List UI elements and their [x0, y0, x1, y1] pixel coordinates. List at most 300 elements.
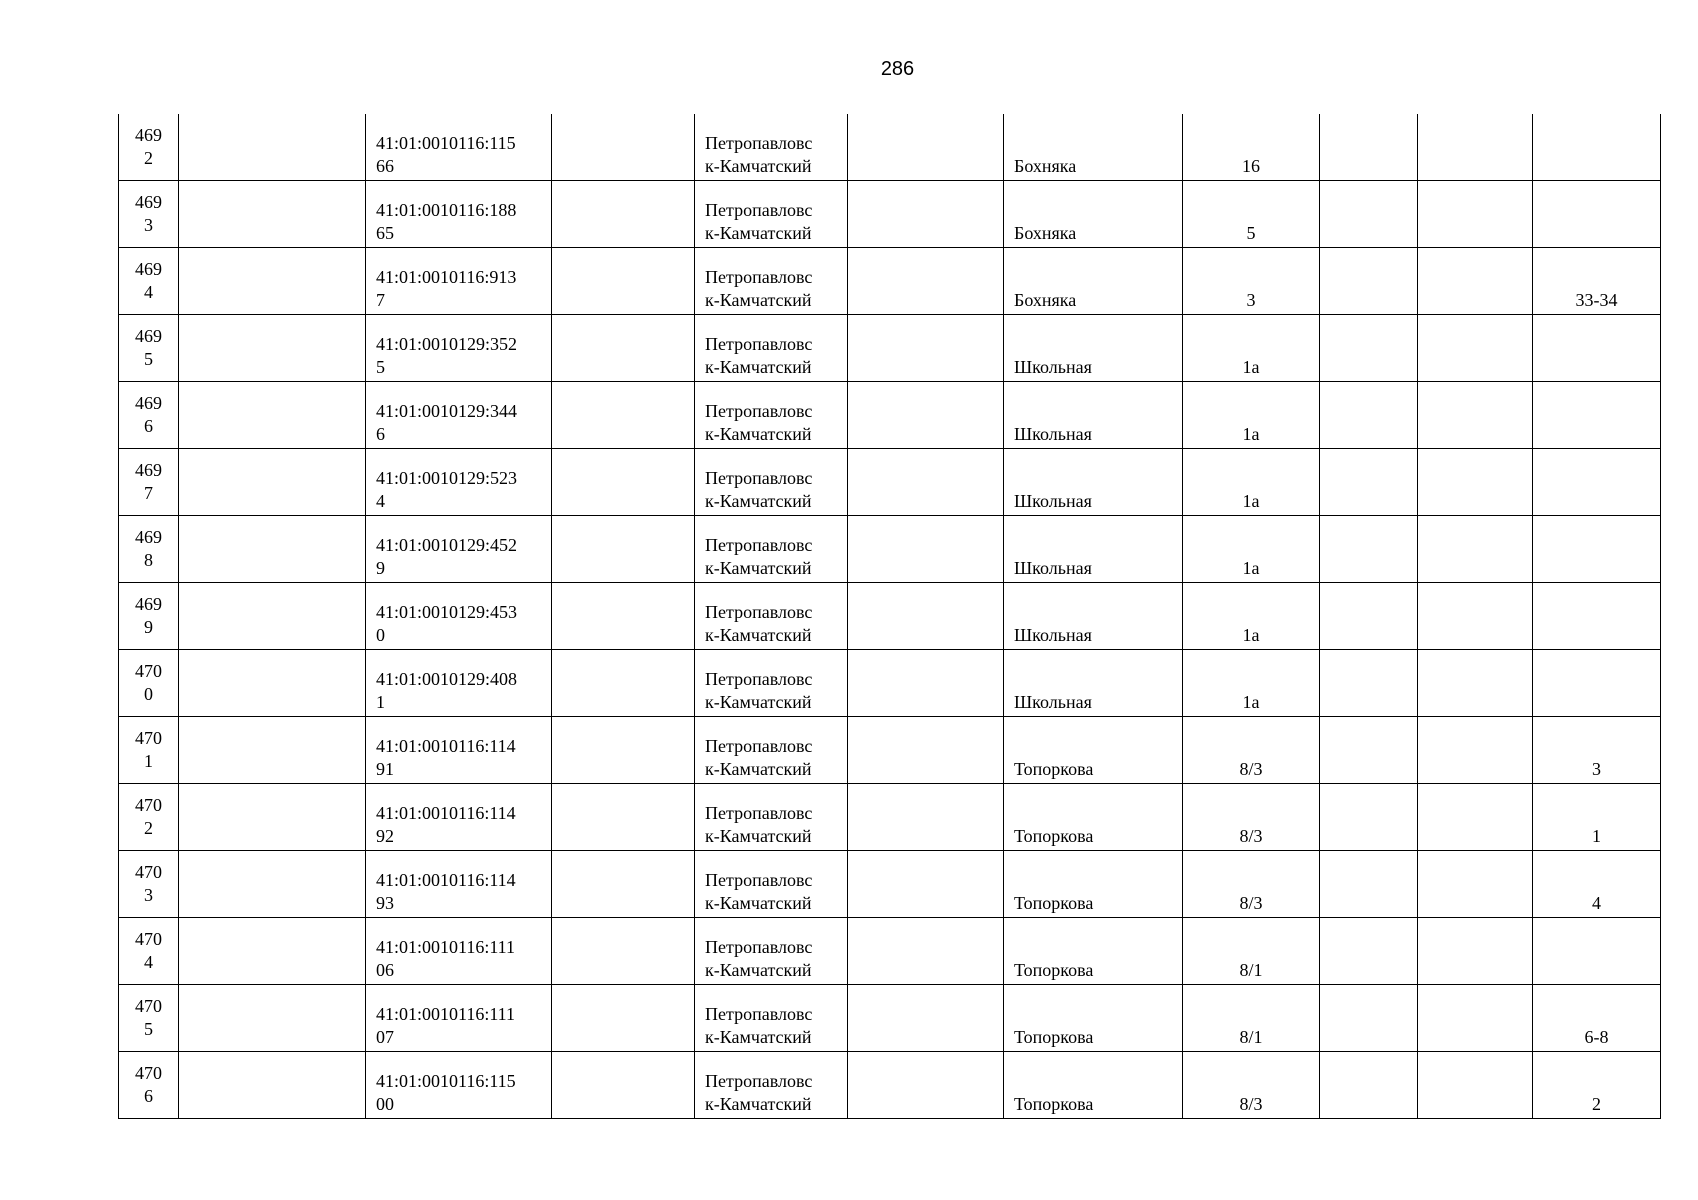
table-row	[119, 717, 1661, 784]
row-number-line-2: 8	[144, 550, 153, 570]
empty-cell	[552, 382, 695, 449]
empty-cell	[179, 248, 366, 315]
row-number-cell	[119, 583, 179, 650]
empty-cell	[848, 1052, 1004, 1119]
row-number-cell	[119, 650, 179, 717]
cadastral-number-line-2: 00	[376, 1094, 394, 1114]
city-cell	[695, 315, 848, 382]
cadastral-number-cell	[366, 717, 552, 784]
cadastral-number-line-1: 41:01:0010116:115	[376, 1071, 516, 1091]
row-number-line-2: 0	[144, 684, 153, 704]
empty-cell	[552, 650, 695, 717]
house-number: 3	[1246, 290, 1256, 310]
house-number: 16	[1242, 156, 1260, 176]
empty-cell	[1418, 382, 1533, 449]
empty-cell	[1320, 248, 1418, 315]
street-cell	[1004, 449, 1183, 516]
apartment-number: 1	[1592, 826, 1601, 846]
cadastral-number-line-2: 6	[376, 424, 385, 444]
apartment-cell	[1533, 851, 1661, 918]
row-number-line-1: 470	[135, 795, 162, 815]
table-row	[119, 985, 1661, 1052]
city-cell	[695, 248, 848, 315]
house-number: 1а	[1242, 692, 1260, 712]
row-number-line-2: 3	[144, 885, 153, 905]
street-name: Топоркова	[1014, 1094, 1094, 1114]
empty-cell	[179, 717, 366, 784]
city-line-2: к-Камчатский	[705, 357, 812, 377]
cadastral-number-line-1: 41:01:0010129:523	[376, 468, 518, 488]
empty-cell	[848, 315, 1004, 382]
empty-cell	[1320, 784, 1418, 851]
apartment-cell	[1533, 516, 1661, 583]
empty-cell	[179, 851, 366, 918]
street-name: Топоркова	[1014, 893, 1094, 913]
house-cell	[1183, 516, 1320, 583]
apartment-cell	[1533, 650, 1661, 717]
empty-cell	[848, 918, 1004, 985]
street-name: Топоркова	[1014, 1027, 1094, 1047]
row-number-line-2: 4	[144, 282, 153, 302]
house-cell	[1183, 248, 1320, 315]
empty-cell	[552, 1052, 695, 1119]
house-number: 8/1	[1239, 1027, 1263, 1047]
empty-cell	[848, 650, 1004, 717]
empty-cell	[848, 851, 1004, 918]
cadastral-number-line-1: 41:01:0010116:114	[376, 803, 516, 823]
city-line-1: Петропавловс	[705, 334, 813, 354]
house-cell	[1183, 918, 1320, 985]
empty-cell	[1418, 449, 1533, 516]
empty-cell	[848, 449, 1004, 516]
cadastral-number-line-1: 41:01:0010116:111	[376, 937, 515, 957]
apartment-cell	[1533, 583, 1661, 650]
city-line-1: Петропавловс	[705, 602, 813, 622]
row-number-line-2: 5	[144, 1019, 153, 1039]
cadastral-number-cell	[366, 851, 552, 918]
cadastral-number-cell	[366, 114, 552, 181]
empty-cell	[552, 315, 695, 382]
cadastral-number-line-1: 41:01:0010116:114	[376, 736, 516, 756]
row-number-cell	[119, 784, 179, 851]
cadastral-number-line-2: 9	[376, 558, 385, 578]
empty-cell	[1418, 717, 1533, 784]
house-number: 8/1	[1239, 960, 1263, 980]
empty-cell	[1320, 315, 1418, 382]
city-line-2: к-Камчатский	[705, 290, 812, 310]
cadastral-number-cell	[366, 315, 552, 382]
house-number: 8/3	[1239, 893, 1263, 913]
house-number: 5	[1246, 223, 1256, 243]
apartment-cell	[1533, 114, 1661, 181]
row-number-cell	[119, 114, 179, 181]
street-cell	[1004, 181, 1183, 248]
row-number-line-2: 6	[144, 416, 153, 436]
city-line-2: к-Камчатский	[705, 759, 812, 779]
city-line-1: Петропавловс	[705, 535, 813, 555]
street-name: Школьная	[1014, 491, 1092, 511]
city-line-2: к-Камчатский	[705, 692, 812, 712]
row-number-cell	[119, 382, 179, 449]
city-cell	[695, 851, 848, 918]
city-line-1: Петропавловс	[705, 1004, 813, 1024]
house-number: 1а	[1242, 625, 1260, 645]
empty-cell	[1320, 717, 1418, 784]
city-line-2: к-Камчатский	[705, 491, 812, 511]
cadastral-number-line-2: 92	[376, 826, 394, 846]
street-cell	[1004, 248, 1183, 315]
city-line-1: Петропавловс	[705, 669, 813, 689]
city-line-2: к-Камчатский	[705, 424, 812, 444]
table-row	[119, 181, 1661, 248]
cadastral-number-line-2: 4	[376, 491, 385, 511]
house-cell	[1183, 784, 1320, 851]
empty-cell	[552, 784, 695, 851]
row-number-cell	[119, 315, 179, 382]
house-number: 1а	[1242, 491, 1260, 511]
table-row	[119, 449, 1661, 516]
row-number-line-2: 4	[144, 952, 153, 972]
street-name: Школьная	[1014, 558, 1092, 578]
empty-cell	[1320, 516, 1418, 583]
row-number-cell	[119, 449, 179, 516]
apartment-cell	[1533, 382, 1661, 449]
row-number-cell	[119, 181, 179, 248]
row-number-line-1: 470	[135, 996, 162, 1016]
city-cell	[695, 650, 848, 717]
cadastral-number-cell	[366, 650, 552, 717]
table-row	[119, 1052, 1661, 1119]
row-number-line-1: 469	[135, 259, 162, 279]
empty-cell	[179, 583, 366, 650]
empty-cell	[552, 449, 695, 516]
street-cell	[1004, 583, 1183, 650]
empty-cell	[552, 583, 695, 650]
cadastral-number-cell	[366, 181, 552, 248]
empty-cell	[179, 650, 366, 717]
empty-cell	[1320, 181, 1418, 248]
house-number: 8/3	[1239, 1094, 1263, 1114]
city-line-1: Петропавловс	[705, 937, 813, 957]
city-line-2: к-Камчатский	[705, 156, 812, 176]
street-name: Школьная	[1014, 625, 1092, 645]
empty-cell	[848, 181, 1004, 248]
empty-cell	[1320, 650, 1418, 717]
city-line-1: Петропавловс	[705, 267, 813, 287]
city-line-2: к-Камчатский	[705, 1094, 812, 1114]
row-number-line-1: 470	[135, 929, 162, 949]
house-cell	[1183, 717, 1320, 784]
empty-cell	[1320, 918, 1418, 985]
apartment-cell	[1533, 449, 1661, 516]
city-line-1: Петропавловс	[705, 736, 813, 756]
street-name: Школьная	[1014, 357, 1092, 377]
house-cell	[1183, 181, 1320, 248]
row-number-line-1: 469	[135, 594, 162, 614]
table-row	[119, 918, 1661, 985]
empty-cell	[1418, 851, 1533, 918]
street-name: Бохняка	[1014, 156, 1077, 176]
apartment-cell	[1533, 248, 1661, 315]
city-cell	[695, 784, 848, 851]
apartment-number: 6-8	[1584, 1027, 1609, 1047]
empty-cell	[552, 717, 695, 784]
city-cell	[695, 516, 848, 583]
empty-cell	[1418, 784, 1533, 851]
page-number: 286	[880, 58, 915, 80]
city-cell	[695, 382, 848, 449]
house-number: 1а	[1242, 558, 1260, 578]
street-cell	[1004, 114, 1183, 181]
cadastral-number-line-1: 41:01:0010129:344	[376, 401, 518, 421]
cadastral-number-cell	[366, 516, 552, 583]
street-cell	[1004, 985, 1183, 1052]
row-number-line-2: 3	[144, 215, 153, 235]
empty-cell	[1320, 114, 1418, 181]
house-cell	[1183, 114, 1320, 181]
row-number-cell	[119, 1052, 179, 1119]
apartment-cell	[1533, 315, 1661, 382]
house-cell	[1183, 382, 1320, 449]
empty-cell	[552, 985, 695, 1052]
row-number-line-1: 469	[135, 460, 162, 480]
cadastral-number-cell	[366, 583, 552, 650]
row-number-line-1: 469	[135, 192, 162, 212]
cadastral-number-cell	[366, 784, 552, 851]
row-number-line-2: 9	[144, 617, 153, 637]
street-cell	[1004, 315, 1183, 382]
empty-cell	[848, 382, 1004, 449]
street-cell	[1004, 382, 1183, 449]
empty-cell	[848, 717, 1004, 784]
street-name: Бохняка	[1014, 290, 1077, 310]
street-name: Топоркова	[1014, 759, 1094, 779]
street-cell	[1004, 784, 1183, 851]
empty-cell	[1418, 583, 1533, 650]
house-cell	[1183, 449, 1320, 516]
house-number: 1а	[1242, 357, 1260, 377]
city-line-2: к-Камчатский	[705, 826, 812, 846]
city-cell	[695, 114, 848, 181]
empty-cell	[179, 181, 366, 248]
cadastral-number-line-1: 41:01:0010116:114	[376, 870, 516, 890]
street-name: Топоркова	[1014, 826, 1094, 846]
street-name: Бохняка	[1014, 223, 1077, 243]
empty-cell	[848, 583, 1004, 650]
cadastral-number-line-1: 41:01:0010129:453	[376, 602, 518, 622]
empty-cell	[1418, 248, 1533, 315]
row-number-line-2: 6	[144, 1086, 153, 1106]
row-number-line-1: 469	[135, 125, 162, 145]
empty-cell	[179, 918, 366, 985]
city-line-1: Петропавловс	[705, 401, 813, 421]
row-number-line-2: 5	[144, 349, 153, 369]
street-cell	[1004, 851, 1183, 918]
house-cell	[1183, 851, 1320, 918]
table-row	[119, 248, 1661, 315]
street-name: Школьная	[1014, 692, 1092, 712]
city-cell	[695, 717, 848, 784]
cadastral-number-line-1: 41:01:0010129:352	[376, 334, 518, 354]
table-row	[119, 650, 1661, 717]
empty-cell	[848, 114, 1004, 181]
cadastral-number-cell	[366, 1052, 552, 1119]
empty-cell	[179, 315, 366, 382]
street-name: Школьная	[1014, 424, 1092, 444]
cadastral-number-line-1: 41:01:0010116:111	[376, 1004, 515, 1024]
table-row	[119, 784, 1661, 851]
cadastral-number-line-1: 41:01:0010116:188	[376, 200, 517, 220]
empty-cell	[1418, 918, 1533, 985]
table-row	[119, 114, 1661, 181]
row-number-line-1: 470	[135, 862, 162, 882]
cadastral-number-cell	[366, 248, 552, 315]
table-row	[119, 851, 1661, 918]
cadastral-number-line-2: 5	[376, 357, 385, 377]
apartment-number: 3	[1592, 759, 1601, 779]
empty-cell	[179, 1052, 366, 1119]
cadastral-number-line-1: 41:01:0010129:408	[376, 669, 518, 689]
apartment-number: 33-34	[1575, 290, 1618, 310]
city-line-2: к-Камчатский	[705, 558, 812, 578]
street-cell	[1004, 918, 1183, 985]
row-number-line-1: 470	[135, 1063, 162, 1083]
row-number-cell	[119, 248, 179, 315]
cadastral-number-line-2: 0	[376, 625, 385, 645]
house-cell	[1183, 583, 1320, 650]
street-cell	[1004, 1052, 1183, 1119]
city-cell	[695, 918, 848, 985]
apartment-cell	[1533, 784, 1661, 851]
house-cell	[1183, 985, 1320, 1052]
empty-cell	[1320, 449, 1418, 516]
empty-cell	[179, 985, 366, 1052]
cadastral-number-cell	[366, 382, 552, 449]
city-line-1: Петропавловс	[705, 468, 813, 488]
cadastral-number-cell	[366, 449, 552, 516]
city-line-2: к-Камчатский	[705, 960, 812, 980]
row-number-line-2: 1	[144, 751, 153, 771]
apartment-number: 2	[1592, 1094, 1601, 1114]
city-line-2: к-Камчатский	[705, 893, 812, 913]
row-number-cell	[119, 985, 179, 1052]
registry-body	[119, 114, 1661, 1119]
empty-cell	[1418, 985, 1533, 1052]
empty-cell	[552, 114, 695, 181]
city-line-1: Петропавловс	[705, 870, 813, 890]
table-row	[119, 516, 1661, 583]
empty-cell	[848, 784, 1004, 851]
cadastral-number-line-2: 91	[376, 759, 394, 779]
city-line-2: к-Камчатский	[705, 625, 812, 645]
apartment-cell	[1533, 918, 1661, 985]
apartment-cell	[1533, 1052, 1661, 1119]
empty-cell	[1418, 315, 1533, 382]
city-line-1: Петропавловс	[705, 1071, 813, 1091]
cadastral-number-cell	[366, 985, 552, 1052]
cadastral-number-line-2: 1	[376, 692, 385, 712]
empty-cell	[179, 449, 366, 516]
table-row	[119, 382, 1661, 449]
empty-cell	[552, 181, 695, 248]
city-cell	[695, 985, 848, 1052]
house-cell	[1183, 315, 1320, 382]
table-row	[119, 583, 1661, 650]
empty-cell	[848, 985, 1004, 1052]
empty-cell	[1418, 181, 1533, 248]
empty-cell	[848, 516, 1004, 583]
city-line-1: Петропавловс	[705, 803, 813, 823]
cadastral-number-line-1: 41:01:0010116:115	[376, 133, 516, 153]
house-number: 8/3	[1239, 826, 1263, 846]
cadastral-number-line-2: 65	[376, 223, 394, 243]
city-line-1: Петропавловс	[705, 133, 813, 153]
empty-cell	[1320, 583, 1418, 650]
empty-cell	[1320, 382, 1418, 449]
table-row	[119, 315, 1661, 382]
empty-cell	[179, 382, 366, 449]
row-number-cell	[119, 851, 179, 918]
row-number-line-1: 470	[135, 728, 162, 748]
cadastral-number-line-2: 7	[376, 290, 385, 310]
cadastral-number-cell	[366, 918, 552, 985]
street-cell	[1004, 516, 1183, 583]
empty-cell	[1418, 650, 1533, 717]
cadastral-number-line-2: 07	[376, 1027, 394, 1047]
city-line-2: к-Камчатский	[705, 223, 812, 243]
empty-cell	[848, 248, 1004, 315]
cadastral-number-line-2: 66	[376, 156, 394, 176]
cadastral-number-line-1: 41:01:0010116:913	[376, 267, 517, 287]
empty-cell	[1418, 1052, 1533, 1119]
city-cell	[695, 1052, 848, 1119]
row-number-line-2: 7	[144, 483, 153, 503]
empty-cell	[179, 784, 366, 851]
row-number-line-1: 469	[135, 393, 162, 413]
empty-cell	[179, 114, 366, 181]
empty-cell	[1320, 1052, 1418, 1119]
row-number-cell	[119, 516, 179, 583]
apartment-cell	[1533, 181, 1661, 248]
house-number: 1а	[1242, 424, 1260, 444]
cadastral-number-line-2: 06	[376, 960, 394, 980]
empty-cell	[552, 516, 695, 583]
row-number-line-2: 2	[144, 148, 153, 168]
house-cell	[1183, 1052, 1320, 1119]
empty-cell	[179, 516, 366, 583]
cadastral-number-line-1: 41:01:0010129:452	[376, 535, 518, 555]
row-number-line-1: 469	[135, 326, 162, 346]
cadastral-number-line-2: 93	[376, 893, 394, 913]
street-cell	[1004, 650, 1183, 717]
city-cell	[695, 583, 848, 650]
house-cell	[1183, 650, 1320, 717]
city-cell	[695, 181, 848, 248]
empty-cell	[552, 851, 695, 918]
city-line-2: к-Камчатский	[705, 1027, 812, 1047]
empty-cell	[552, 918, 695, 985]
empty-cell	[1320, 985, 1418, 1052]
row-number-line-1: 469	[135, 527, 162, 547]
row-number-line-1: 470	[135, 661, 162, 681]
house-number: 8/3	[1239, 759, 1263, 779]
apartment-cell	[1533, 985, 1661, 1052]
row-number-cell	[119, 717, 179, 784]
empty-cell	[552, 248, 695, 315]
street-cell	[1004, 717, 1183, 784]
street-name: Топоркова	[1014, 960, 1094, 980]
registry-table	[118, 114, 1661, 1119]
